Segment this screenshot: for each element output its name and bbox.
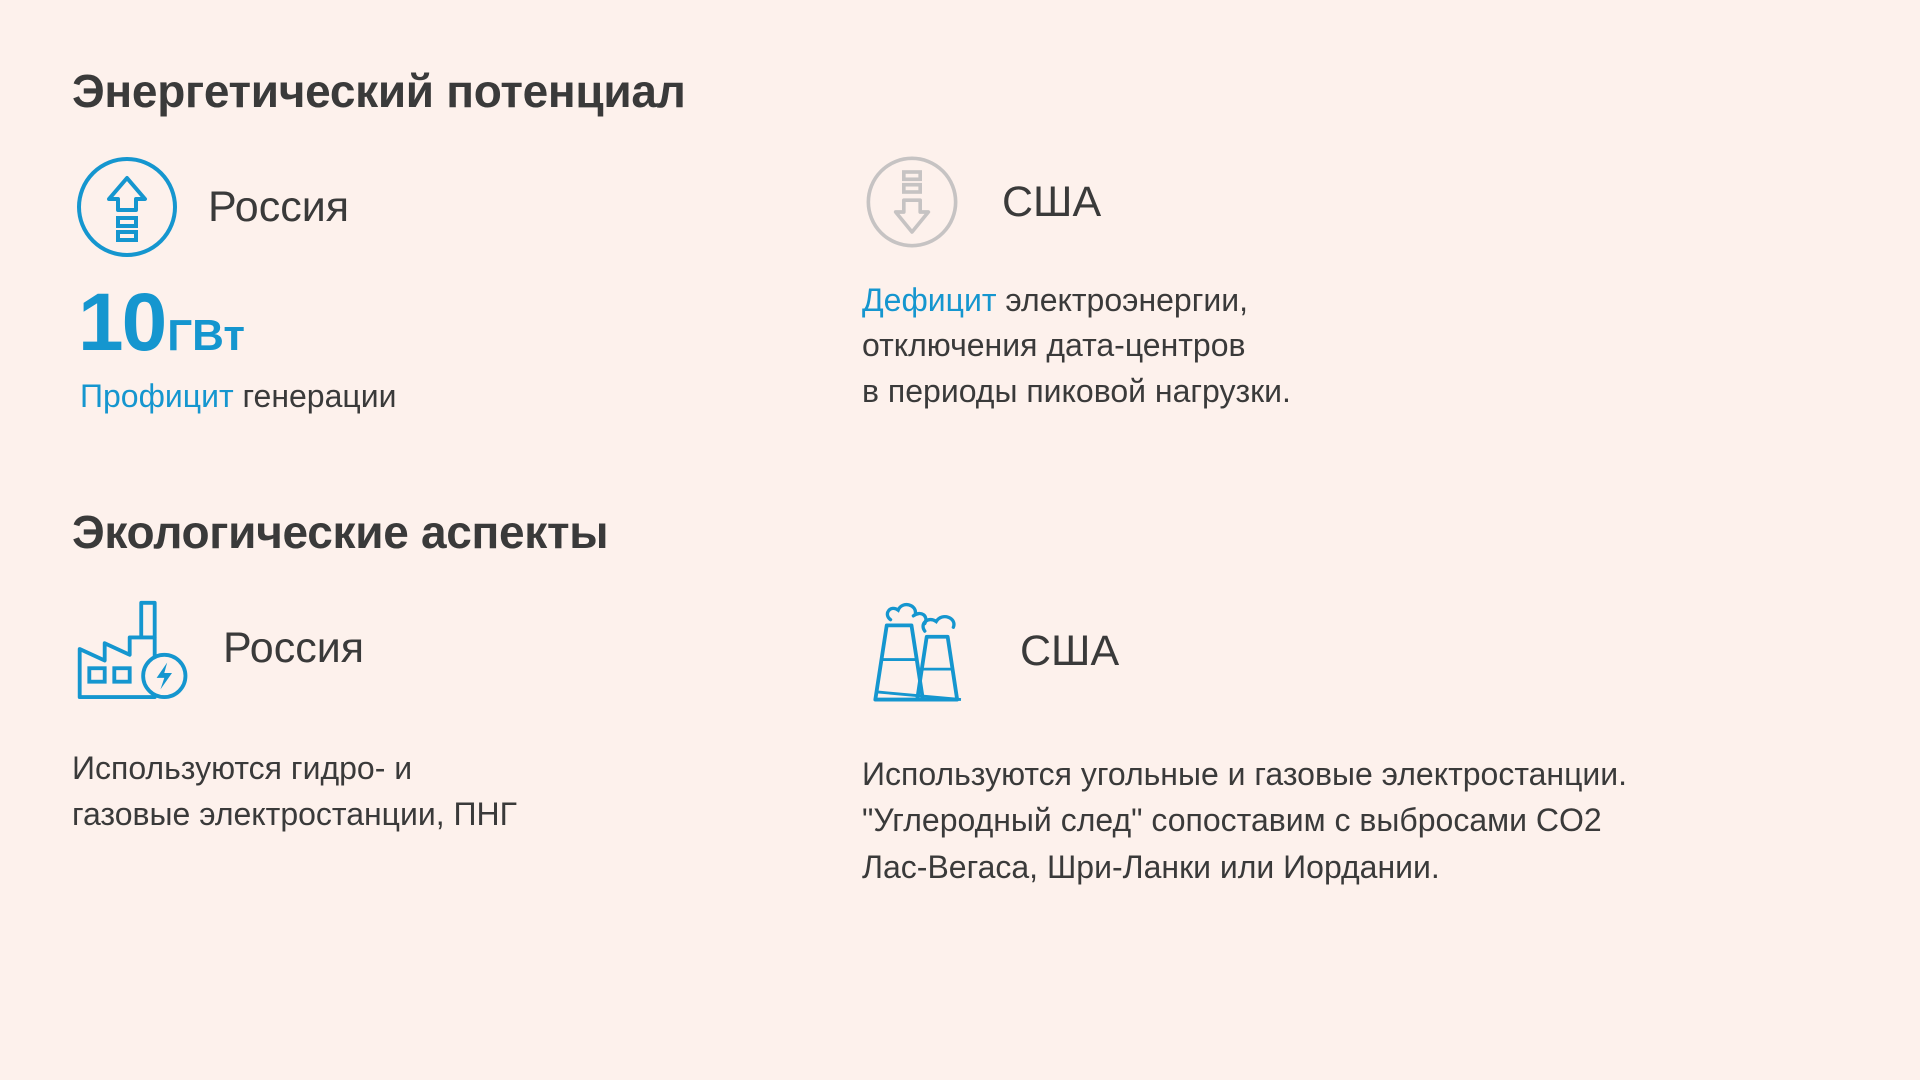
ecology-usa-header	[862, 593, 1848, 711]
ecology-russia-block	[72, 593, 862, 890]
ecology-usa-description	[862, 751, 1848, 890]
up-arrow-circle-icon	[72, 152, 182, 262]
section-ecology	[72, 505, 1848, 890]
energy-usa-line-1-rest: электроэнергии,	[996, 282, 1249, 318]
country-label-usa-energy: США	[1002, 177, 1102, 226]
ecology-usa-line-2: "Углеродный след" сопоставим с выбросами CO2	[862, 802, 1602, 839]
energy-russia-block	[72, 152, 862, 415]
cooling-towers-icon	[862, 593, 980, 711]
ecology-russia-description	[72, 745, 862, 838]
energy-usa-line-3: в периоды пиковой нагрузки.	[862, 372, 1291, 409]
surplus-caption	[80, 378, 862, 415]
energy-surplus-value	[78, 277, 862, 368]
country-label-russia-energy: Россия	[208, 182, 350, 231]
energy-usa-header	[862, 152, 1848, 252]
ecology-usa-block	[862, 593, 1848, 890]
down-arrow-circle-icon	[862, 152, 962, 252]
country-label-usa-ecology: США	[1020, 627, 1120, 676]
country-label-russia-ecology: Россия	[223, 624, 365, 673]
section-title-ecology: Экологические аспекты	[72, 505, 609, 558]
energy-russia-header	[72, 152, 862, 262]
ecology-russia-line-2: газовые электростанции, ПНГ	[72, 796, 517, 833]
surplus-unit: ГВт	[167, 311, 245, 360]
ecology-usa-line-3: Лас-Вегаса, Шри-Ланки или Иордании.	[862, 848, 1440, 885]
ecology-columns	[72, 593, 1848, 890]
energy-usa-block	[862, 152, 1848, 415]
surplus-caption-accent: Профицит	[80, 377, 234, 414]
energy-usa-line-2: отключения дата-центров	[862, 327, 1246, 364]
page-title: Энергетический потенциал	[72, 65, 686, 117]
energy-columns	[72, 152, 1848, 415]
deficit-accent: Дефицит	[862, 282, 997, 318]
surplus-number: 10	[78, 277, 166, 368]
energy-usa-description	[862, 278, 1848, 414]
ecology-russia-header	[72, 593, 862, 705]
energy-usa-line-1	[862, 278, 1848, 323]
section-energy-potential	[72, 64, 1848, 415]
factory-power-icon	[72, 593, 197, 705]
surplus-caption-rest: генерации	[233, 377, 397, 414]
ecology-russia-line-1: Используются гидро- и	[72, 749, 413, 786]
ecology-usa-line-1: Используются угольные и газовые электростанции.	[862, 755, 1628, 792]
